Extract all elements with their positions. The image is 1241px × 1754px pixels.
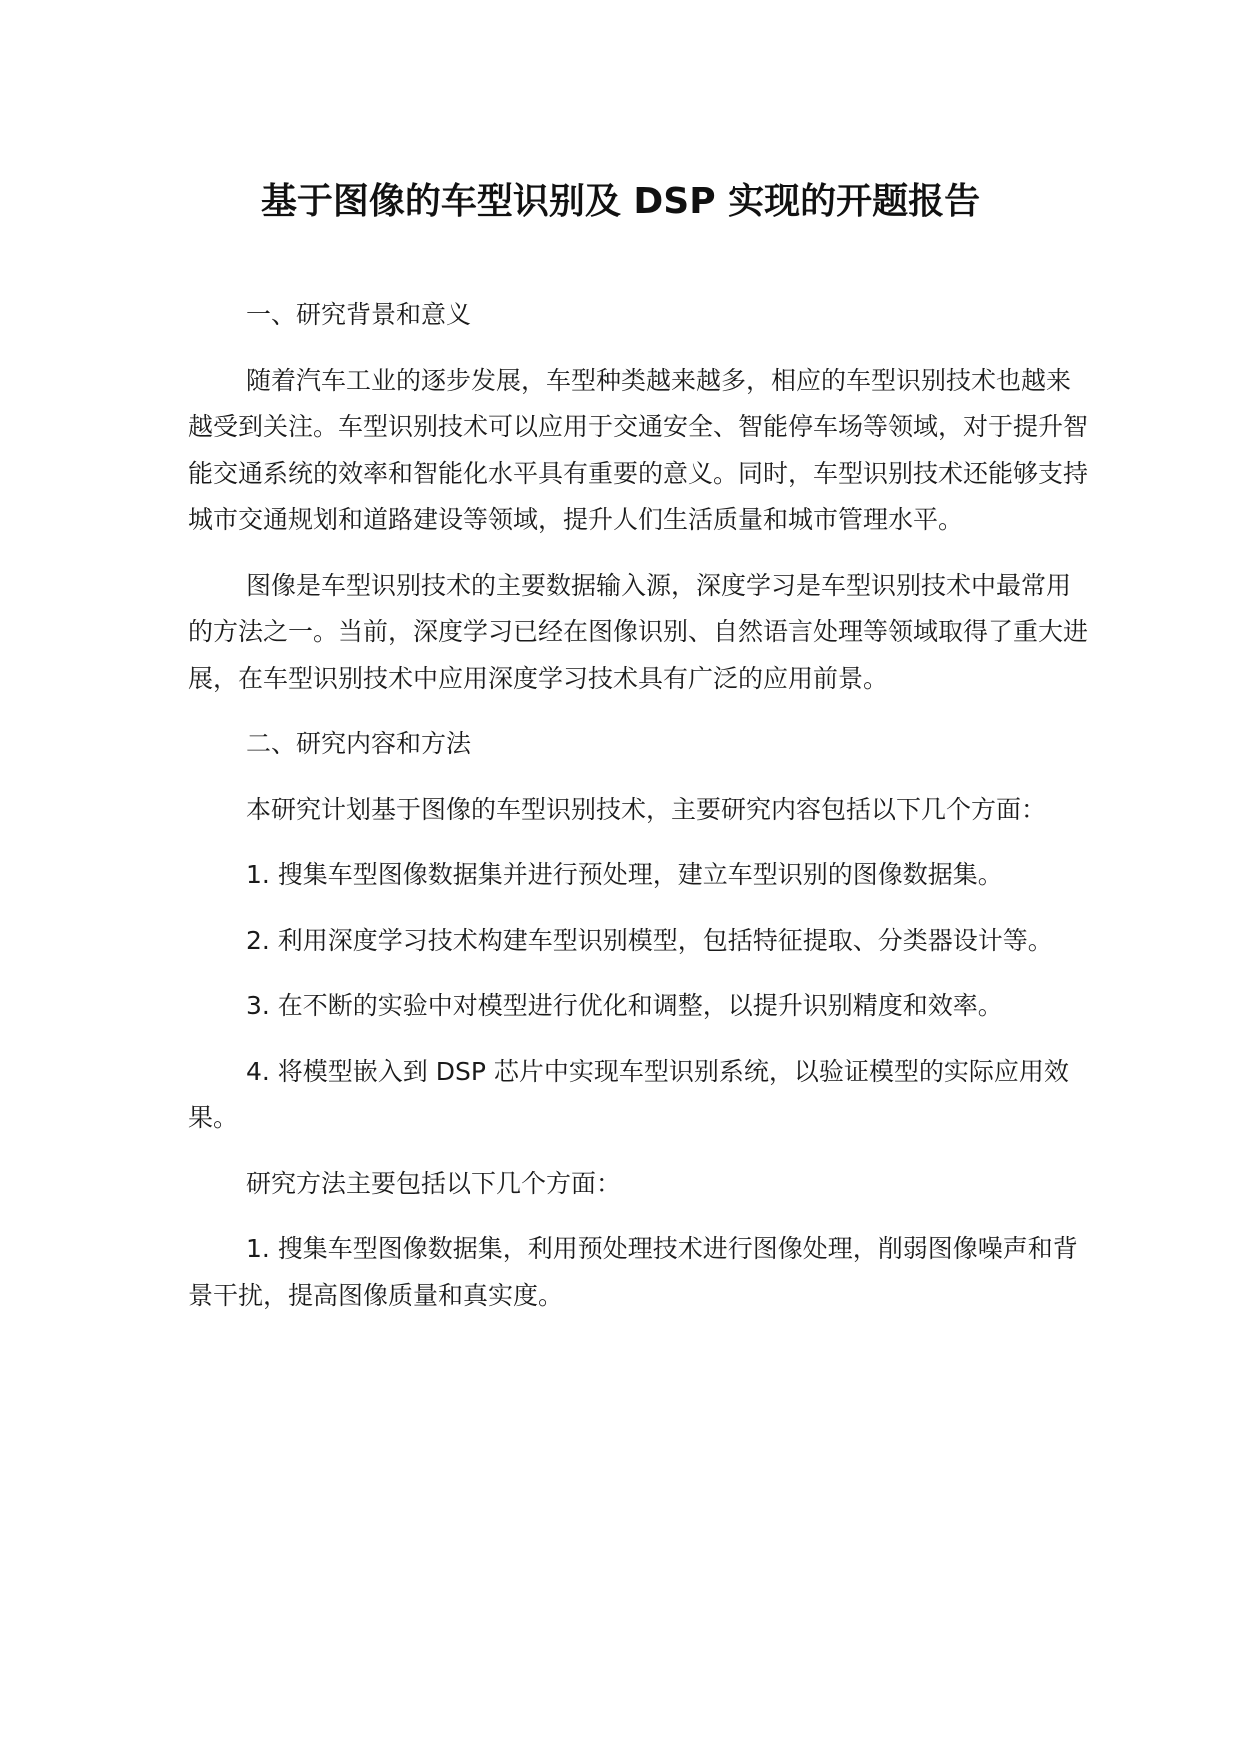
paragraph-methods-intro: 研究方法主要包括以下几个方面： xyxy=(246,1168,622,1198)
document-title: 基于图像的车型识别及 DSP 实现的开题报告 xyxy=(260,181,981,222)
list-item-content-3: 3. 在不断的实验中对模型进行优化和调整，以提升识别精度和效率。 xyxy=(246,991,1003,1020)
paragraph-background-1: 随着汽车工业的逐步发展，车型种类越来越多，相应的车型识别技术也越来越受到关注。车型识别技术可以应用于交通安全、智能停车场等领域，对于提升智能交通系统的效率和智能化水平具有重要的意义。同时，车型识别技术还能够支持城市交通规划和道路建设等领域，提升人们生活质量和城市管理水平。 xyxy=(188,365,1089,534)
list-item-content-1: 1. 搜集车型图像数据集并进行预处理，建立车型识别的图像数据集。 xyxy=(246,860,1003,889)
section-heading-content-methods: 二、研究内容和方法 xyxy=(246,729,472,758)
paragraph-background-2: 图像是车型识别技术的主要数据输入源，深度学习是车型识别技术中最常用的方法之一。当前，深度学习已经在图像识别、自然语言处理等领域取得了重大进展，在车型识别技术中应用深度学习技术具有广泛的应用前景。 xyxy=(188,570,1089,693)
document-body xyxy=(188,292,1088,1338)
list-item-content-4: 4. 将模型嵌入到 DSP 芯片中实现车型识别系统，以验证模型的实际应用效果。 xyxy=(188,1056,1069,1132)
section-heading-background: 一、研究背景和意义 xyxy=(246,300,472,329)
list-item-content-2: 2. 利用深度学习技术构建车型识别模型，包括特征提取、分类器设计等。 xyxy=(246,925,1053,955)
list-item-method-1: 1. 搜集车型图像数据集，利用预处理技术进行图像处理，削弱图像噪声和背景干扰，提高图像质量和真实度。 xyxy=(188,1234,1078,1310)
paragraph-content-intro: 本研究计划基于图像的车型识别技术，主要研究内容包括以下几个方面： xyxy=(246,794,1047,824)
